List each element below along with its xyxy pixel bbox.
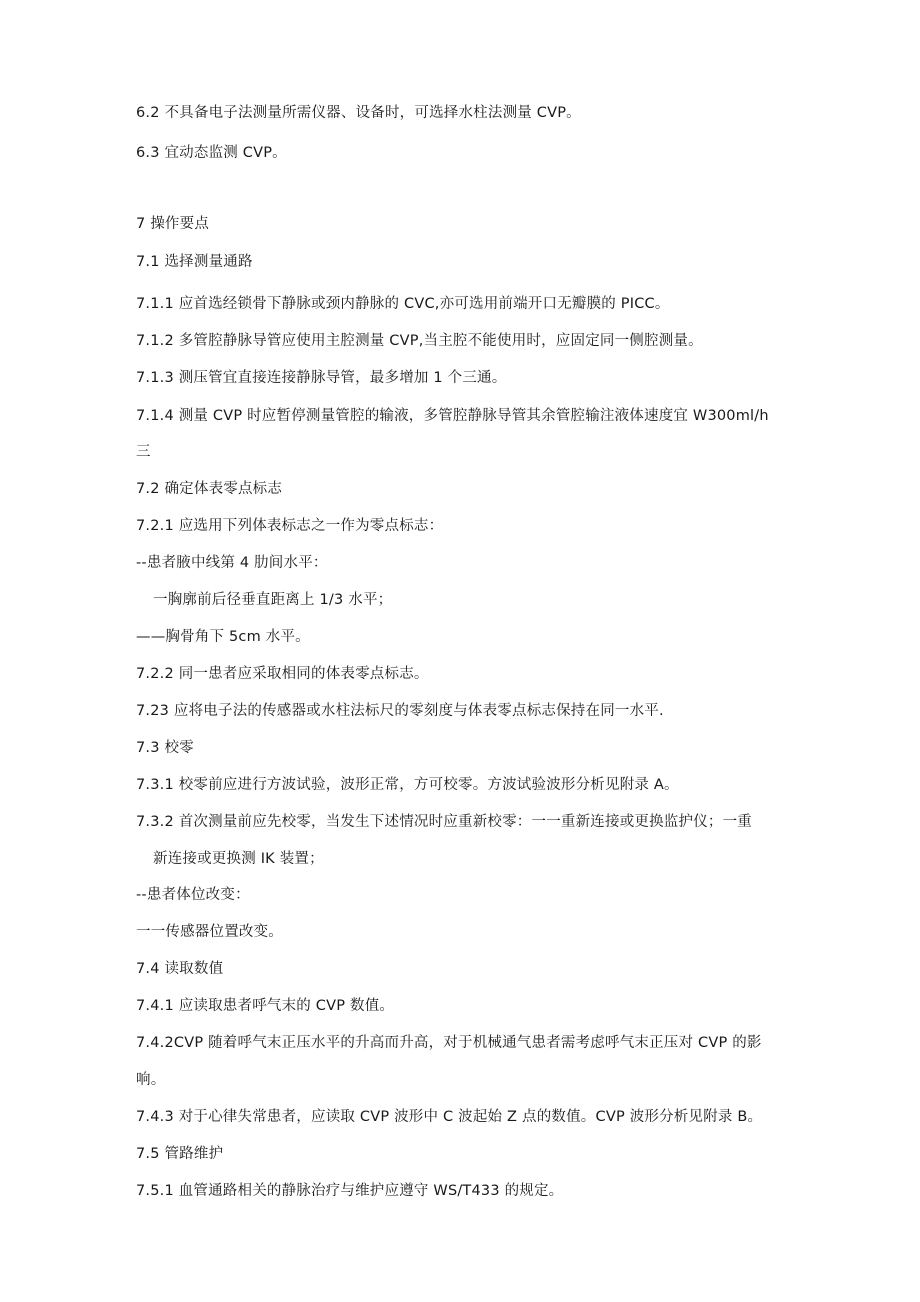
para-7-1-4-cont: 三 [136, 444, 151, 460]
para-7-3-2-cont: 新连接或更换测 IK 装置； [153, 851, 324, 867]
list-item-sternum: ——胸骨角下 5cm 水平。 [136, 629, 310, 645]
para-6-3: 6.3 宜动态监测 CVP。 [136, 145, 287, 161]
heading-7-5: 7.5 管路维护 [136, 1146, 224, 1162]
para-7-1-1: 7.1.1 应首选经锁骨下静脉或颈内静脉的 CVC,亦可选用前端开口无瓣膜的 PICC。 [136, 296, 670, 312]
heading-7-2: 7.2 确定体表零点标志 [136, 481, 283, 497]
para-6-2: 6.2 不具备电子法测量所需仪器、设备时，可选择水柱法测量 CVP。 [136, 105, 581, 121]
para-7-4-2-cont: 响。 [136, 1072, 166, 1088]
heading-7-1: 7.1 选择测量通路 [136, 254, 253, 270]
para-7-4-1: 7.4.1 应读取患者呼气末的 CVP 数值。 [136, 998, 395, 1014]
list-item-thorax: 一胸廓前后径垂直距离上 1/3 水平； [153, 592, 393, 608]
para-7-3-2: 7.3.2 首次测量前应先校零，当发生下述情况时应重新校零：一一重新连接或更换监护仪；一重 [136, 814, 752, 830]
list-item-position: --患者体位改变： [136, 887, 250, 903]
list-item-sensor: 一一传感器位置改变。 [136, 924, 283, 940]
para-7-5-1: 7.5.1 血管通路相关的静脉治疗与维护应遵守 WS/T433 的规定。 [136, 1183, 564, 1199]
para-7-1-2: 7.1.2 多管腔静脉导管应使用主腔测量 CVP,当主腔不能使用时，应固定同一侧腔测量。 [136, 333, 703, 349]
heading-7-4: 7.4 读取数值 [136, 961, 224, 977]
heading-7-3: 7.3 校零 [136, 740, 194, 756]
para-7-2-3: 7.23 应将电子法的传感器或水柱法标尺的零刻度与体表零点标志保持在同一水平. [136, 703, 664, 719]
para-7-1-3: 7.1.3 测压管宜直接连接静脉导管，最多增加 1 个三通。 [136, 370, 507, 386]
list-item-axilla: --患者腋中线第 4 肋间水平： [136, 555, 328, 571]
para-7-4-2: 7.4.2CVP 随着呼气末正压水平的升高而升高，对于机械通气患者需考虑呼气末正压对 CVP 的影 [136, 1035, 762, 1051]
para-7-4-3: 7.4.3 对于心律失常患者，应读取 CVP 波形中 C 波起始 Z 点的数值。CVP 波形分析见附录 B。 [136, 1109, 763, 1125]
para-7-3-1: 7.3.1 校零前应进行方波试验，波形正常，方可校零。方波试验波形分析见附录 A。 [136, 777, 679, 793]
para-7-2-2: 7.2.2 同一患者应采取相同的体表零点标志。 [136, 666, 429, 682]
heading-7: 7 操作要点 [136, 216, 210, 232]
para-7-2-1: 7.2.1 应选用下列体表标志之一作为零点标志： [136, 518, 444, 534]
para-7-1-4: 7.1.4 测量 CVP 时应暂停测量管腔的输液，多管腔静脉导管其余管腔输注液体速度宜 W300ml∕h [136, 408, 769, 424]
